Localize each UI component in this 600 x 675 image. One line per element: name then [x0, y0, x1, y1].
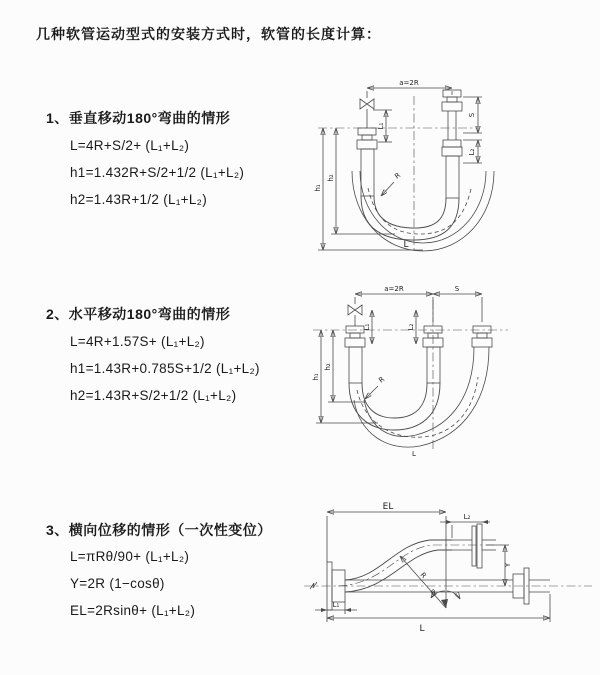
- left-hose-fitting: [357, 128, 377, 196]
- dimension-s: [433, 285, 482, 322]
- section-3-formula-EL: EL=2Rsinθ+ (L₁+L₂): [70, 603, 196, 618]
- section-2-formula-L: L=4R+1.57S+ (L₁+L₂): [70, 334, 205, 349]
- dim-label-a2r: a=2R: [399, 79, 419, 87]
- diagram-lateral-displacement: [300, 498, 595, 658]
- dim-label-l1: L₁: [363, 323, 371, 331]
- dimension-l1: [373, 110, 392, 142]
- dimension-l1: [315, 601, 357, 614]
- radius-leader: [400, 556, 446, 608]
- section-2-formula-h2: h2=1.43R+S/2+1/2 (L₁+L₂): [70, 388, 237, 403]
- section-1-formula-L: L=4R+S/2+ (L₁+L₂): [70, 138, 190, 153]
- dim-label-h1: h₁: [314, 184, 322, 192]
- dim-label-radius: R: [377, 375, 387, 385]
- radius-leader: [365, 375, 386, 399]
- dim-label-radius: R: [393, 171, 403, 181]
- section-2-formula-h1: h1=1.43R+0.785S+1/2 (L₁+L₂): [70, 361, 260, 376]
- section-3-formula-Y: Y=2R (1−cosθ): [70, 576, 165, 591]
- dim-label-h2: h₂: [324, 363, 332, 371]
- dim-label-l2: L₂: [463, 513, 471, 521]
- dim-label-a2r: a=2R: [384, 285, 404, 293]
- dim-label-theta: θ: [431, 589, 436, 597]
- dim-label-s: S: [454, 285, 460, 293]
- upper-flange-fitting: [452, 524, 496, 568]
- dim-label-el: EL: [382, 502, 394, 512]
- dim-label-l1: L₁: [377, 122, 385, 130]
- dimension-l2: [440, 513, 490, 538]
- section-2-heading: 2、水平移动180°弯曲的情形: [46, 306, 231, 322]
- valve-icon: [360, 99, 374, 128]
- dimension-l2: [463, 140, 482, 163]
- right-hose-fitting: [472, 326, 492, 347]
- diagram-horizontal-180-bend: [308, 282, 578, 460]
- radius-leader: [381, 171, 402, 196]
- dimension-a2r: [367, 79, 452, 98]
- dim-label-l1: L₁: [332, 601, 340, 609]
- section-3-formula-L: L=πRθ/90+ (L₁+L₂): [70, 549, 190, 564]
- centerline-break-mark: [310, 582, 317, 589]
- section-3-heading: 3、横向位移的情形（一次性变位）: [46, 522, 272, 538]
- dim-label-l2: L₂: [407, 323, 415, 331]
- hose-u-curves: [349, 347, 489, 447]
- dimension-a2r: [355, 285, 433, 322]
- section-1-formula-h1: h1=1.432R+S/2+1/2 (L₁+L₂): [70, 165, 245, 180]
- dimension-l2: [407, 310, 416, 344]
- section-1-heading: 1、垂直移动180°弯曲的情形: [46, 110, 231, 126]
- dim-label-h2: h₂: [327, 174, 335, 182]
- dim-label-radius: R: [418, 570, 428, 580]
- dim-label-length: L: [419, 624, 425, 634]
- valve-icon: [348, 305, 362, 326]
- dim-label-y: Y: [504, 562, 512, 568]
- page-title: 几种软管运动型式的安装方式时，软管的长度计算：: [36, 26, 381, 42]
- dim-label-length: L: [403, 240, 409, 250]
- dim-label-length: L: [412, 450, 416, 458]
- dimension-s: [463, 97, 482, 133]
- left-hose-fitting: [345, 326, 365, 383]
- dimension-l1: [363, 310, 372, 344]
- right-hose-fitting: [442, 90, 462, 198]
- diagram-vertical-180-bend: [310, 76, 570, 256]
- dim-label-l2: L₂: [468, 148, 476, 156]
- dim-label-h1: h₁: [312, 373, 320, 381]
- section-1-formula-h2: h2=1.43R+1/2 (L₁+L₂): [70, 192, 208, 207]
- dim-label-s: S: [468, 112, 476, 118]
- hose-u-curves: [352, 171, 494, 251]
